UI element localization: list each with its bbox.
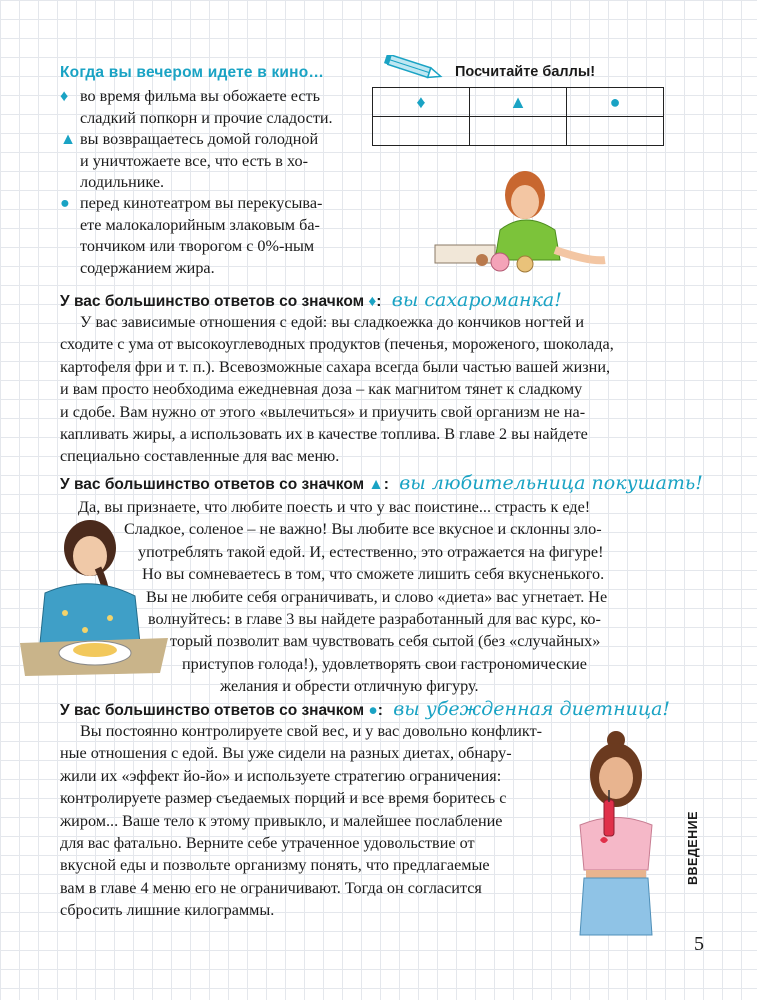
quiz-option-diamond (60, 86, 360, 129)
score-table (372, 87, 664, 146)
circle-icon: ● (368, 702, 378, 719)
option-line: ете малокалорийным злаковым ба- (80, 215, 320, 234)
verdict-text: вы любительница покушать! (399, 472, 703, 494)
quiz-option-circle (60, 193, 360, 279)
section-heading-circle: У вас большинство ответов со значком ●: вы убежденная диетница! (60, 698, 671, 720)
score-cell-circle[interactable] (567, 117, 664, 146)
score-header-diamond: ♦ (373, 88, 470, 117)
paragraph-line: картофеля фри и т. п.). Всевозможные сахара всегда были частью вашей жизни, (60, 357, 611, 376)
triangle-icon: ▲ (368, 476, 384, 493)
heading-text: У вас большинство ответов со значком (60, 476, 365, 493)
paragraph-line: употреблять такой едой. И, естественно, это отражается на фигуре! (138, 542, 604, 561)
verdict-text: вы убежденная диетница! (393, 698, 671, 720)
woman-with-sweets-illustration (430, 150, 610, 280)
score-header-triangle: ▲ (470, 88, 567, 117)
paragraph-line: ные отношения с едой. Вы уже сидели на разных диетах, обнару- (60, 744, 512, 763)
score-label: Посчитайте баллы! (455, 64, 596, 80)
paragraph-line: Вы постоянно контролируете свой вес, и у вас довольно конфликт- (80, 722, 543, 740)
option-line: сладкий попкорн и прочие сладости. (80, 108, 333, 127)
triangle-icon: ▲ (60, 130, 77, 148)
paragraph-line: Да, вы признаете, что любите поесть и что у вас поистине... страсть к еде! (78, 498, 591, 516)
option-line: вы возвращаетесь домой голодной (80, 130, 319, 148)
quiz-option-triangle (60, 129, 360, 194)
paragraph-line: и сдобе. Вам нужно от этого «вылечиться» и приучить свой организм не на- (60, 402, 586, 421)
section-paragraph-circle (60, 720, 560, 922)
paragraph-line: Но вы сомневаетесь в том, что сможете лишить себя вкусненького. (142, 565, 605, 584)
paragraph-line: вам в главе 4 меню его не ограничивают. Тогда он согласится (60, 878, 482, 897)
woman-eating-pasta-illustration (20, 518, 168, 678)
paragraph-line: желания и обрести отличную фигуру. (220, 677, 479, 696)
score-cell-diamond[interactable] (373, 117, 470, 146)
paragraph-line: Вы не любите себя ограничивать, и слово «диета» вас угнетает. Не (146, 587, 608, 606)
diamond-icon: ♦ (368, 293, 377, 310)
paragraph-line: жиром... Ваше тело к этому привыкло, и малейшее послабление (60, 811, 503, 830)
option-line: содержанием жира. (80, 258, 215, 277)
chapter-label: ВВЕДЕНИЕ (686, 811, 700, 885)
paragraph-line: контролируете размер съедаемых порций и все время боритесь с (60, 789, 507, 808)
paragraph-line: сбросить лишние килограммы. (60, 901, 275, 920)
option-line: лодильнике. (80, 173, 165, 191)
paragraph-line: специально составленные для вас меню. (60, 447, 340, 466)
paragraph-line: вкусной еды и позвольте организму понять, что предлагаемые (60, 856, 490, 875)
page-number: 5 (694, 933, 704, 955)
woman-with-drink-illustration (560, 730, 672, 940)
section-paragraph-diamond (60, 311, 666, 468)
pencil-icon (384, 55, 446, 81)
option-line: перед кинотеатром вы перекусыва- (80, 194, 323, 212)
quiz-title: Когда вы вечером идете в кино… (60, 64, 325, 81)
section-heading-diamond: У вас большинство ответов со значком ♦: вы сахароманка! (60, 289, 562, 311)
verdict-text: вы сахароманка! (391, 289, 562, 311)
option-line: и уничтожаете все, что есть в хо- (80, 151, 308, 170)
circle-icon: ● (60, 194, 70, 212)
paragraph-line: У вас зависимые отношения с едой: вы сладкоежка до кончиков ногтей и (80, 313, 584, 331)
paragraph-line: и вам просто необходима ежедневная доза – как магнитом тянет к сладкому (60, 380, 583, 399)
paragraph-line: торый позволит вам чувствовать себя сытой (без «случайных» (170, 632, 601, 651)
heading-text: У вас большинство ответов со значком (60, 293, 365, 310)
section-heading-triangle: У вас большинство ответов со значком ▲: вы любительница покушать! (60, 472, 703, 494)
diamond-icon: ♦ (60, 87, 69, 105)
paragraph-line: Сладкое, соленое – не важно! Вы любите все вкусное и склонны зло- (124, 520, 602, 539)
paragraph-line: жили их «эффект йо-йо» и используете стратегию ограничения: (60, 766, 502, 785)
score-header-circle: ● (567, 88, 664, 117)
score-cell-triangle[interactable] (470, 117, 567, 146)
paragraph-line: приступов голода!), удовлетворять свои гастрономические (182, 654, 587, 673)
paragraph-line: сходите с ума от высокоуглеводных продуктов (печенья, мороженого, шоколада, (60, 335, 614, 354)
paragraph-line: волнуйтесь: в главе 3 вы найдете разработанный для вас курс, ко- (148, 610, 601, 629)
paragraph-line: для вас фатально. Верните себе утраченное удовольствие от (60, 834, 475, 853)
option-line: тончиком или творогом с 0%-ным (80, 237, 315, 255)
heading-text: У вас большинство ответов со значком (60, 702, 365, 719)
option-line: во время фильма вы обожаете есть (80, 87, 320, 105)
paragraph-line: капливать жиры, а использовать их в качестве топлива. В главе 2 вы найдете (60, 425, 588, 444)
